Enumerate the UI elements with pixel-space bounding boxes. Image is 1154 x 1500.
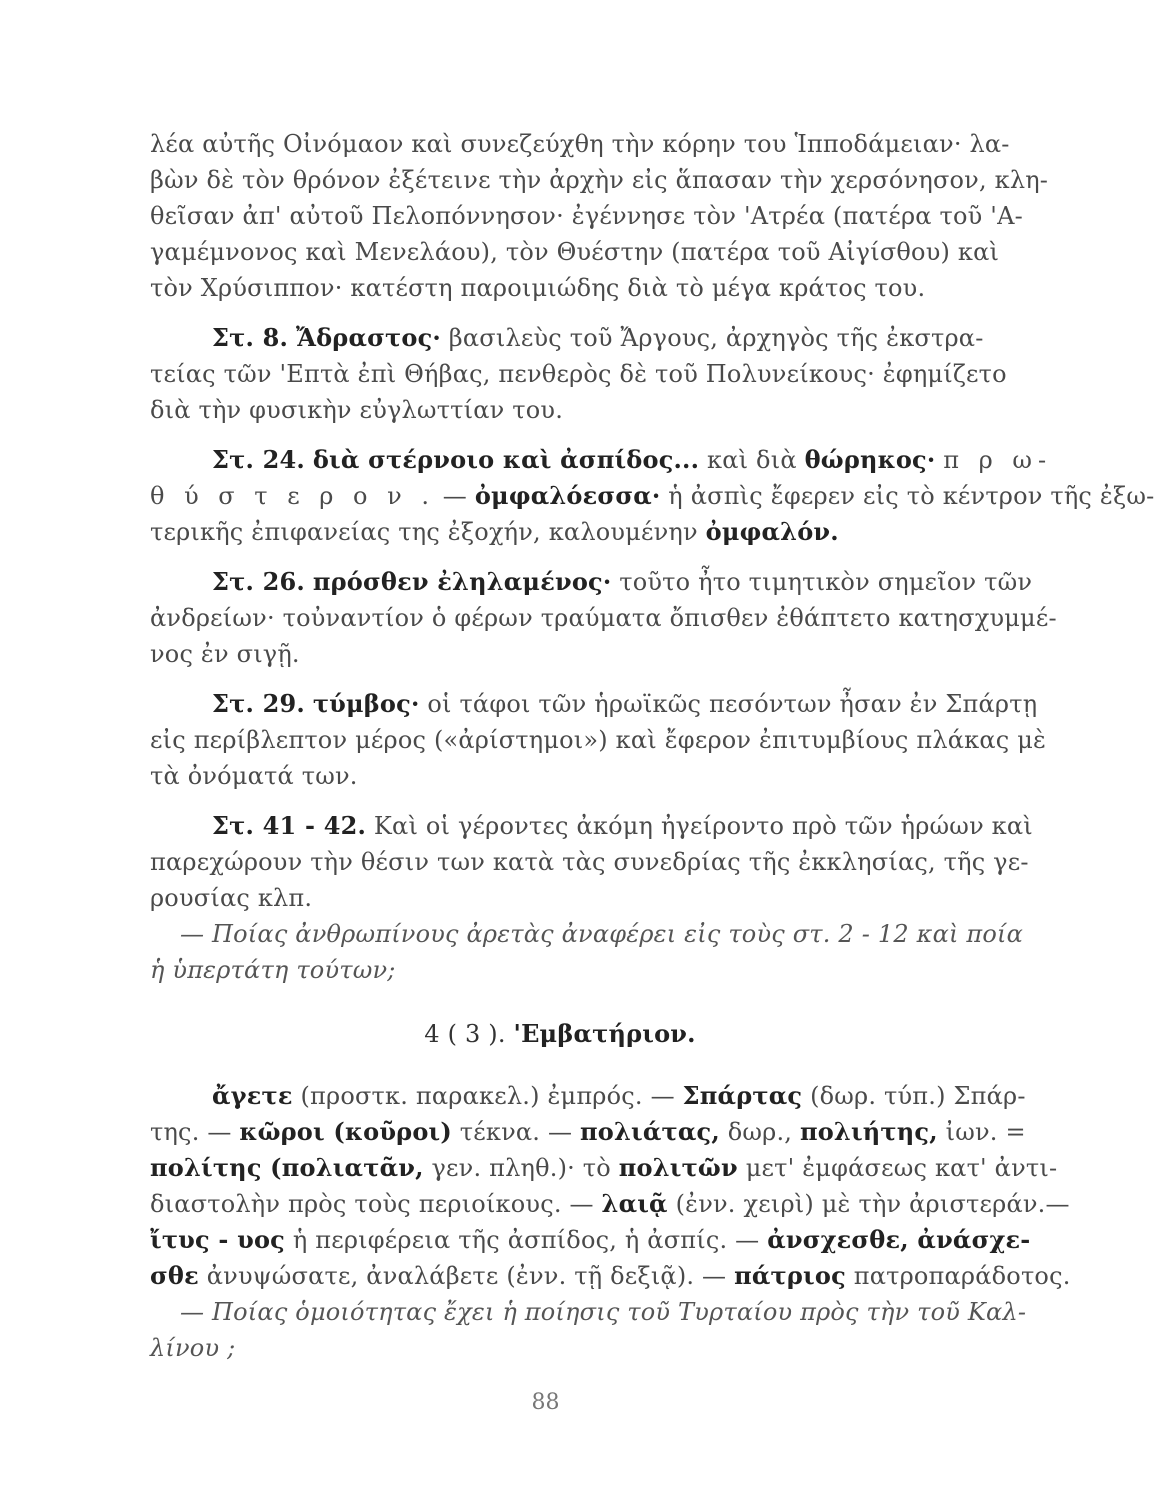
note-term: πρόσθεν ἐληλαμένος· [312,567,612,596]
text-line: εἰς περίβλεπτον μέρος («ἀρίστημοι») καὶ ἔφερον ἐπιτυμβίους πλάκας μὲ [150,726,1047,754]
gloss-term: πολιτῶν [618,1153,738,1182]
gloss-text: της. — [150,1118,232,1146]
section-heading [150,1018,970,1050]
note-24 [212,444,1053,476]
page-number: 88 [531,1390,560,1415]
gloss-term: πολιήτης, [799,1117,938,1146]
text-line: γαμέμνονος καὶ Μενελάου), τὸν Θυέστην (πατέρα τοῦ Αἰγίσθου) καὶ [150,238,1000,266]
text-line: τὰ ὀνόματά των. [150,762,358,790]
gloss-text: πατροπαράδοτος. [853,1262,1071,1290]
note-text: καὶ διὰ [707,446,797,474]
note-term: τύμβος· [312,689,420,718]
gloss-text: ἀνυψώσατε, ἀναλάβετε (ἐνν. τῇ δεξιᾷ). — [206,1262,727,1290]
note-term: ὀμφαλόεσσα· [474,481,661,510]
gloss-term: σθε [150,1261,199,1290]
gloss-text: δωρ., [727,1118,793,1146]
glossary-line [150,1188,1070,1220]
gloss-term: πολίτης (πολιατᾶν, [150,1153,424,1182]
gloss-text: (ἐνν. χειρὶ) μὲ τὴν ἀριστεράν.— [675,1190,1070,1218]
note-29 [212,688,1038,720]
glossary-line [150,1116,1026,1148]
note-text: οἱ τάφοι τῶν ἡρωϊκῶς πεσόντων ἦσαν ἐν Σπάρτῃ [427,690,1038,718]
gloss-text: γεν. πληθ.)· τὸ [431,1154,611,1182]
note-text: Καὶ οἱ γέροντες ἀκόμη ἠγείροντο πρὸ τῶν ἡρώων καὶ [373,812,1033,840]
gloss-term: ἴτυς - υος [150,1225,285,1254]
section-number: 4 ( 3 ). [424,1020,506,1048]
note-text: — [442,482,467,510]
text-line: βὼν δὲ τὸν θρόνον ἐξέτεινε τὴν ἀρχὴν εἰς ἅπασαν τὴν χερσόνησον, κλη- [150,166,1049,194]
note-8 [212,322,984,354]
note-term: θώρηκος· [804,445,936,474]
note-text: θ ύ σ τ ε ρ ο ν . [150,482,435,510]
text-line: τείας τῶν 'Επτὰ ἐπὶ Θήβας, πενθερὸς δὲ τοῦ Πολυνείκους· ἐφημίζετο [150,360,1007,388]
note-26 [212,566,1033,598]
question-line: — Ποίας ἀνθρωπίνους ἀρετὰς ἀναφέρει εἰς τοὺς στ. 2 - 12 καὶ ποία [180,920,1024,948]
note-ref: Στ. 26. [212,567,305,596]
glossary-line [150,1260,1071,1292]
glossary-line [150,1224,1031,1256]
note-ref: Στ. 29. [212,689,305,718]
text-line [150,516,970,548]
glossary-line [150,1152,1058,1184]
section-title: 'Εμβατήριον. [513,1019,696,1048]
note-text: τερικῆς ἐπιφανείας της ἐξοχήν, καλουμένην [150,518,698,546]
text-line: παρεχώρουν τὴν θέσιν των κατὰ τὰς συνεδρίας τῆς ἐκκλησίας, τῆς γε- [150,848,1029,876]
text-line: τὸν Χρύσιππον· κατέστη παροιμιώδης διὰ τὸ μέγα κράτος του. [150,274,926,302]
gloss-text: (δωρ. τύπ.) Σπάρ- [810,1082,1026,1110]
gloss-term: Σπάρτας [682,1081,803,1110]
note-41-42 [212,810,1033,842]
glossary-line [212,1080,1026,1112]
gloss-text: διαστολὴν πρὸς τοὺς περιοίκους. — [150,1190,594,1218]
text-line [150,480,1154,512]
gloss-term: λαιᾷ [601,1189,668,1218]
note-text: ἡ ἀσπὶς ἔφερεν εἰς τὸ κέντρον τῆς ἐξω- [668,482,1154,510]
text-line: νος ἐν σιγῇ. [150,640,300,668]
gloss-term: πάτριος [734,1261,846,1290]
gloss-text: ἰων. = [945,1118,1026,1146]
gloss-text: μετ' ἐμφάσεως κατ' ἀντι- [745,1154,1058,1182]
text-line: λέα αὐτῆς Οἰνόμαον καὶ συνεζεύχθη τὴν κόρην του Ἱπποδάμειαν· λα- [150,130,1010,158]
gloss-text: ἡ περιφέρεια τῆς ἀσπίδος, ἡ ἀσπίς. — [292,1226,760,1254]
note-term: Ἄδραστος· [295,323,441,352]
text-line: διὰ τὴν φυσικὴν εὐγλωττίαν του. [150,396,564,424]
gloss-term: ἀνσχεσθε, ἀνάσχε- [767,1225,1031,1254]
gloss-text: τέκνα. — [459,1118,573,1146]
note-text: βασιλεὺς τοῦ Ἄργους, ἀρχηγὸς τῆς ἐκστρα- [448,324,984,352]
text-line: θεῖσαν ἀπ' αὐτοῦ Πελοπόννησον· ἐγέννησε τὸν 'Ατρέα (πατέρα τοῦ 'Α- [150,202,1023,230]
question-line: λίνου ; [150,1334,236,1362]
gloss-text: (προστκ. παρακελ.) ἐμπρός. — [300,1082,675,1110]
note-text: τοῦτο ἦτο τιμητικὸν σημεῖον τῶν [619,568,1033,596]
note-text: π ρ ω- [943,446,1053,474]
note-term: ὀμφαλόν. [705,517,839,546]
question-line: — Ποίας ὁμοιότητας ἔχει ἡ ποίησις τοῦ Τυρταίου πρὸς τὴν τοῦ Καλ- [180,1298,1027,1326]
text-line: ἀνδρείων· τοὐναντίον ὁ φέρων τραύματα ὄπισθεν ἐθάπτετο κατησχυμμέ- [150,604,1057,632]
gloss-term: πολιάτας, [580,1117,720,1146]
note-term: διὰ στέρνοιο καὶ ἀσπίδος... [312,445,700,474]
question-line: ἡ ὑπερτάτη τούτων; [150,956,396,984]
gloss-term: ἄγετε [212,1081,293,1110]
note-ref: Στ. 41 - 42. [212,811,367,840]
note-ref: Στ. 24. [212,445,305,474]
text-line: ρουσίας κλπ. [150,884,313,912]
gloss-term: κῶροι (κοῦροι) [239,1117,452,1146]
note-ref: Στ. 8. [212,323,289,352]
